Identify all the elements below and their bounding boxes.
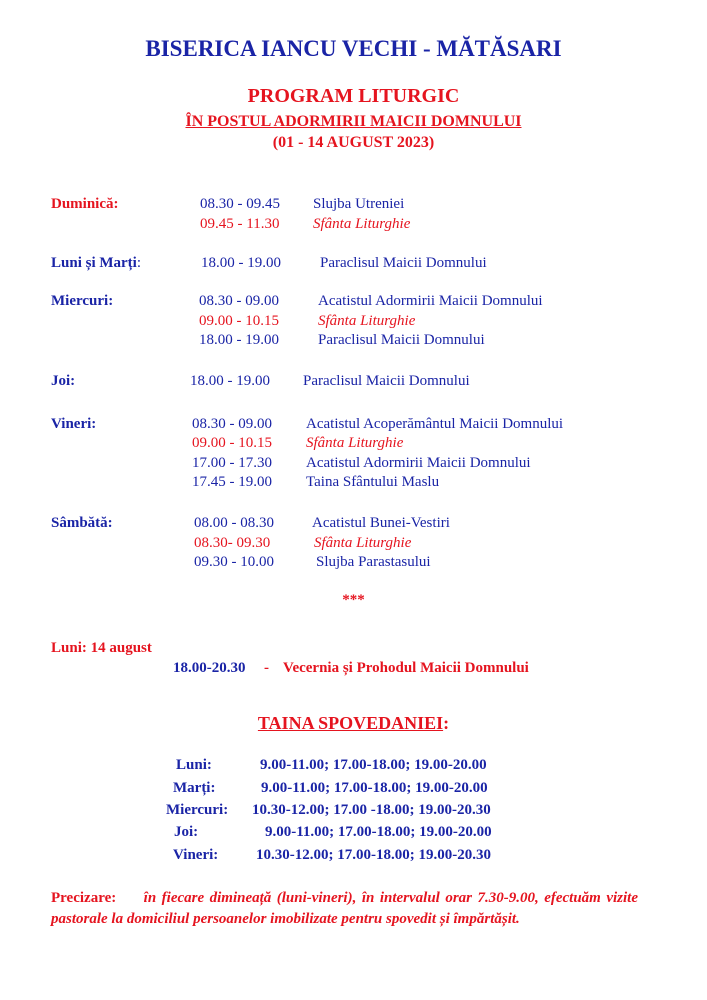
confession-heading-text: TAINA SPOVEDANIEI <box>257 713 444 733</box>
service-wednesday-1: Acatistul Adormirii Maicii Domnului <box>318 293 543 309</box>
church-title: BISERICA IANCU VECHI - MĂTĂSARI <box>145 36 562 61</box>
day-wednesday: Miercuri: <box>51 293 114 309</box>
special-time: 18.00-20.30 <box>173 660 246 676</box>
service-friday-4: Taina Sfântului Maslu <box>306 474 440 490</box>
day-saturday: Sâmbătă: <box>51 515 113 531</box>
confession-hours-1: 9.00-11.00; 17.00-18.00; 19.00-20.00 <box>260 757 487 773</box>
time-wednesday-3: 18.00 - 19.00 <box>199 332 279 348</box>
service-saturday-3: Slujba Parastasului <box>316 554 431 570</box>
program-title: PROGRAM LITURGIC <box>247 85 460 107</box>
special-dash: - <box>264 660 269 676</box>
time-friday-2: 09.00 - 10.15 <box>192 435 272 451</box>
confession-hours-4: 9.00-11.00; 17.00-18.00; 19.00-20.00 <box>265 824 492 840</box>
time-thursday-1: 18.00 - 19.00 <box>190 373 270 389</box>
special-service: Vecernia și Prohodul Maicii Domnului <box>283 660 529 676</box>
time-sunday-1: 08.30 - 09.45 <box>200 196 280 212</box>
service-friday-1: Acatistul Acoperământul Maicii Domnului <box>306 416 564 432</box>
service-sunday-2: Sfânta Liturghie <box>313 216 411 232</box>
time-friday-4: 17.45 - 19.00 <box>192 474 272 490</box>
confession-hours-2: 9.00-11.00; 17.00-18.00; 19.00-20.00 <box>261 780 488 796</box>
time-saturday-2: 08.30- 09.30 <box>194 535 271 551</box>
confession-hours-5: 10.30-12.00; 17.00-18.00; 19.00-20.30 <box>256 847 491 863</box>
service-thursday-1: Paraclisul Maicii Domnului <box>303 373 470 389</box>
service-wednesday-2: Sfânta Liturghie <box>318 313 416 329</box>
service-monday-tuesday-1: Paraclisul Maicii Domnului <box>320 255 487 271</box>
confession-day-2: Marți: <box>173 780 216 796</box>
time-friday-3: 17.00 - 17.30 <box>192 455 272 471</box>
confession-day-1: Luni: <box>176 757 212 773</box>
time-wednesday-1: 08.30 - 09.00 <box>199 293 279 309</box>
time-friday-1: 08.30 - 09.00 <box>192 416 272 432</box>
day-monday-tuesday-colon: : <box>136 255 142 271</box>
day-friday: Vineri: <box>51 416 97 432</box>
note-text: în fiecare dimineață (luni-vineri), în intervalul orar 7.30-9.00, efectuăm vizite pastorale la domiciliul persoanelor imobilizate pentru spovedit și împărtășit. <box>51 890 638 927</box>
service-wednesday-3: Paraclisul Maicii Domnului <box>318 332 485 348</box>
day-monday-tuesday-label: Luni și Marți <box>51 255 137 271</box>
confession-day-3: Miercuri: <box>166 802 229 818</box>
service-friday-3: Acatistul Adormirii Maicii Domnului <box>306 455 531 471</box>
time-wednesday-2: 09.00 - 10.15 <box>199 313 279 329</box>
confession-hours-3: 10.30-12.00; 17.00 -18.00; 19.00-20.30 <box>252 802 491 818</box>
time-saturday-3: 09.30 - 10.00 <box>194 554 274 570</box>
confession-heading <box>0 713 707 734</box>
day-thursday: Joi: <box>51 373 76 389</box>
time-monday-tuesday-1: 18.00 - 19.00 <box>201 255 281 271</box>
time-saturday-1: 08.00 - 08.30 <box>194 515 274 531</box>
service-saturday-2: Sfânta Liturghie <box>314 535 412 551</box>
note-label: Precizare: <box>51 890 117 906</box>
separator-stars: *** <box>342 592 365 608</box>
service-sunday-1: Slujba Utreniei <box>313 196 405 212</box>
fast-title: ÎN POSTUL ADORMIRII MAICII DOMNULUI <box>185 113 522 130</box>
confession-day-5: Vineri: <box>173 847 219 863</box>
special-day: Luni: 14 august <box>51 640 152 656</box>
confession-heading-colon: : <box>443 713 450 733</box>
time-sunday-2: 09.45 - 11.30 <box>200 216 280 232</box>
confession-day-4: Joi: <box>174 824 199 840</box>
date-range: (01 - 14 AUGUST 2023) <box>272 134 435 151</box>
service-friday-2: Sfânta Liturghie <box>306 435 404 451</box>
day-sunday: Duminică: <box>51 196 119 212</box>
note-paragraph <box>51 888 638 930</box>
day-monday-tuesday <box>51 255 141 272</box>
service-saturday-1: Acatistul Bunei-Vestiri <box>312 515 450 531</box>
